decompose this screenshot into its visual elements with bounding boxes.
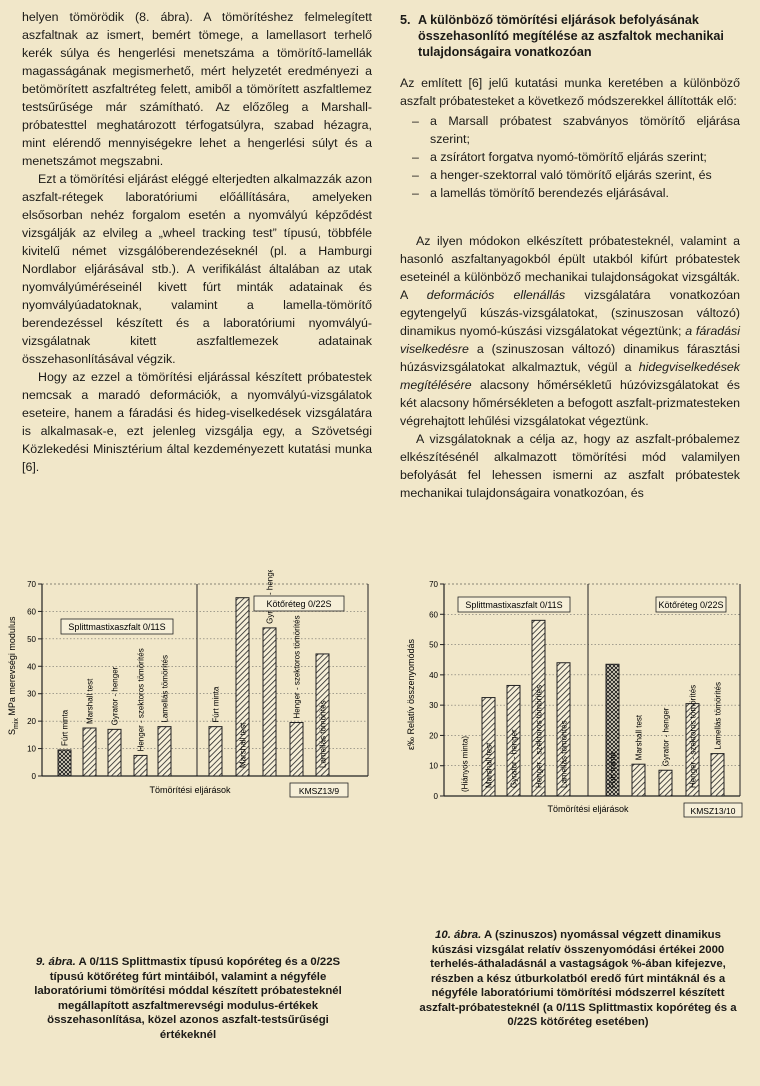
right-paragraph-2: Az ilyen módokon elkészített próbatesteknél, valamint a hasonló aszfaltanyagokból épült utakból kifúrt próbatestek eseteinél a különböző mechanikai tulajdonságokat vizsgálták. A deformációs ellenállás vizsgálatára vonatkozóan egytengelyű kúszás-vizsgálatokat, (szinuszosan változó) dinamikus nyomó-kúszási vizsgálatokat végeztünk; a fáradási viselkedésre a (szinuszosan változó) dinamikus fárasztási húzásvizsgálatokat alkalmaztuk, végül a hidegviselkedések megítélésére alacsony hőmérsékletű húzóvizsgálatokat és két alacsony hőmérsékleten a befogott aszfalt-prizmatesteken végrehajtott lehűlési vizsgálatokat végeztünk. — [400, 234, 740, 428]
y-tick-label: 60 — [429, 610, 438, 620]
bar — [659, 770, 672, 796]
y-tick-label: 0 — [31, 772, 36, 781]
method-item: – a lamellás tömörítő berendezés eljárásával. — [400, 184, 740, 202]
y-tick-label: 20 — [429, 731, 438, 741]
fig9-right-group-label: Kötőréteg 0/22S — [266, 599, 332, 609]
figure-10-caption-text: A (szinuszos) nyomással végzett dinamikus kúszási vizsgálat relatív összenyomódási értékei 2000 terhelés-áthaladásnál a vastagságok %-ában kifejezve, részben a kész útburkolatból eredő fúrt mintáknál és a négyféle laboratóriumi tömörítési módszerrel készített aszfalt-próbatesteknél (a 0/11S Splittmastix kopóréteg és a 0/22S kötőréteg esetében) — [419, 929, 737, 1028]
emphasis-fatigue: a fáradási viselkedésre — [400, 324, 740, 356]
method-item: – a henger-szektorral való tömörítő eljárás szerint, és — [400, 166, 740, 184]
bar-category-label: Henger - szektoros tömörítés — [292, 615, 302, 719]
bar-category-label: Henger - szektoros tömörítés — [534, 684, 544, 788]
y-tick-label: 0 — [433, 792, 438, 801]
bar-category-label: Henger - szektoros tömörítés — [688, 684, 698, 788]
emphasis-deformation: deformációs ellenállás — [426, 288, 566, 302]
fig10-code: KMSZ13/10 — [690, 806, 736, 816]
bar-category-label: Fúrt minta — [60, 709, 70, 746]
bar — [263, 628, 276, 776]
bar — [632, 764, 645, 796]
figure-10-caption — [418, 928, 738, 1030]
bar-category-label: Gyrator - henger — [661, 707, 671, 767]
bar-category-label: Fúrt minta — [608, 751, 618, 788]
left-paragraph-1: helyen tömörödik (8. ábra). A tömörítéshez felmelegített aszfaltnak az ismert, bemért tömege, a lamellasort terhelő kerék súlya és hengerlési menetszáma a tömörítő-lamellák magasságának megismerhető, mért helyzetét eredményezi a betömörített aszfaltréteg felett, amiből a tömörített aszfaltlemez testsűrűsége már számítható. Az előzőleg a Marshall-próbatesttel meghatározott térfogatsúlyra, szabad hézagra, mint elérendő mennyiségekre lehet a hengerlési súlyt és a menetszámot megszabni. — [22, 10, 372, 168]
bar-category-label: Marshall test — [634, 714, 644, 761]
right-intro: Az említett [6] jelű kutatási munka keretében a különböző aszfalt próbatesteket a következő módszerekkel állították elő: — [400, 76, 740, 108]
y-tick-label: 70 — [27, 580, 36, 589]
bar — [711, 754, 724, 796]
methods-list — [400, 112, 740, 202]
bar-category-label: Marshall test — [85, 678, 95, 724]
section-number: 5. — [400, 13, 411, 27]
bar — [83, 728, 96, 776]
bar-category-label: Gyrator - henger — [509, 729, 519, 788]
bar-category-label: Lamellás tömörítés — [559, 720, 569, 788]
bar-category-label: Marshall test — [238, 722, 248, 768]
bar-category-label: (Hiányos minta) — [460, 735, 470, 792]
bar — [209, 727, 222, 776]
fig9-y-axis-label: $S_{mix}$ MPa merevségi modulus — [7, 616, 20, 735]
y-tick-label: 60 — [27, 607, 36, 617]
bar-category-label: Lamellás tömörítés — [318, 700, 328, 768]
y-tick-label: 40 — [429, 670, 438, 680]
method-item: – a zsírátort forgatva nyomó-tömörítő eljárás szerint; — [400, 148, 740, 166]
fig10-x-axis-label: Tömörítési eljárások — [547, 804, 629, 814]
fig9-x-axis-label: Tömörítési eljárások — [149, 785, 231, 795]
figure-9-caption-lead: 9. ábra. — [35, 956, 76, 968]
bar-category-label: Lamellás tömörítés — [713, 682, 723, 750]
y-tick-label: 10 — [429, 761, 438, 771]
method-item: – a Marsall próbatest szabványos tömörítő eljárása szerint; — [400, 112, 740, 148]
y-tick-label: 20 — [27, 717, 36, 727]
fig10-right-group-label: Kötőréteg 0/22S — [658, 600, 724, 610]
bar-category-label: Henger - szektoros tömörítés — [136, 648, 146, 752]
left-paragraph-2: Ezt a tömörítési eljárást eléggé elterjedten alkalmazzák azon aszfalt-rétegek laboratóriumi előállítására, amelyeken elsősorban nehéz forgalom esetén a nyomvályú képződést vizsgálják az elvileg a „wheel tracking test” típusú, többféle kivitelű német vizsgálóberendezéseknél (pl. a Hamburgi Nordlabor eljárásával stb.). A verifikálást általában az utak nyomvályúméréseinél kivett fúrt minták adatainak és nyomvályúadatoknak, valamint a lamella-tömörítő berendezéssel készített és a laboratóriumi nyomvályú-vizsgálatnak kitett aszfaltlemezek adatainak összehasonlításával végzik. — [22, 172, 372, 366]
bar — [134, 755, 147, 776]
section-heading — [400, 12, 740, 60]
fig10-y-axis-label: ε‰ Relatív összenyomódás — [406, 638, 416, 750]
emphasis-cold: hidegviselkedések megítélésére — [400, 360, 740, 392]
figure-9-caption — [28, 955, 348, 1042]
bar — [290, 723, 303, 776]
y-tick-label: 30 — [429, 701, 438, 711]
bar — [58, 750, 71, 776]
right-paragraph-3: A vizsgálatoknak a célja az, hogy az aszfalt-próbalemez elkészítésénél alkalmazott tömörítési mód valamilyen befolyását fel lehessen ismerni az aszfalt próbatestek mechanikai tulajdonságaira vonatkozóan, és — [400, 432, 740, 500]
left-paragraph-3: Hogy az ezzel a tömörítési eljárással készített próbatestek nemcsak a maradó deformációk, a nyomvályú-vizsgálatok eseteire, hanem a fáradási és hideg-viselkedések vizsgálatára is alkalmasak-e, ezt jelenleg vizsgálja egy, a Szövetségi Közlekedési Minisztérium által kezdeményezett kutatási munka [6]. — [22, 370, 372, 474]
bar — [158, 727, 171, 776]
figure-9-caption-text: A 0/11S Splittmastix típusú kopóréteg és a 0/22S típusú kötőréteg fúrt mintáiból, valamint a négyféle laboratóriumi tömörítési móddal készített próbatesteknél megállapított aszfaltmerevségi modulus-értékek összehasonlítása, közel azonos aszfalt-testsűrűségi értékeknél — [34, 956, 342, 1041]
y-tick-label: 40 — [27, 662, 36, 672]
y-tick-label: 10 — [27, 744, 36, 754]
fig10-left-group-label: Splittmastixaszfalt 0/11S — [465, 600, 563, 610]
bar — [108, 729, 121, 776]
figure-9-chart — [0, 570, 380, 800]
section-title: A különböző tömörítési eljárások befolyásának összehasonlító megítélése az aszfaltok mechanikai tulajdonságaira vonatkozóan — [418, 13, 724, 59]
right-column — [400, 8, 740, 502]
figure-10-caption-lead: 10. ábra. — [435, 929, 482, 941]
bar-category-label: Gyrator - henger — [110, 666, 120, 726]
bar-category-label: Lamellás tömörítés — [160, 655, 170, 723]
y-tick-label: 70 — [429, 580, 438, 589]
left-column — [22, 8, 372, 476]
fig9-left-group-label: Splittmastixaszfalt 0/11S — [68, 622, 166, 632]
bar-category-label: Marshall test — [484, 742, 494, 788]
y-tick-label: 50 — [27, 634, 36, 644]
y-tick-label: 50 — [429, 640, 438, 650]
y-tick-label: 30 — [27, 689, 36, 699]
bar-category-label: Fúrt minta — [211, 686, 221, 723]
figure-10-chart — [398, 570, 758, 820]
fig9-code: KMSZ13/9 — [298, 786, 340, 796]
